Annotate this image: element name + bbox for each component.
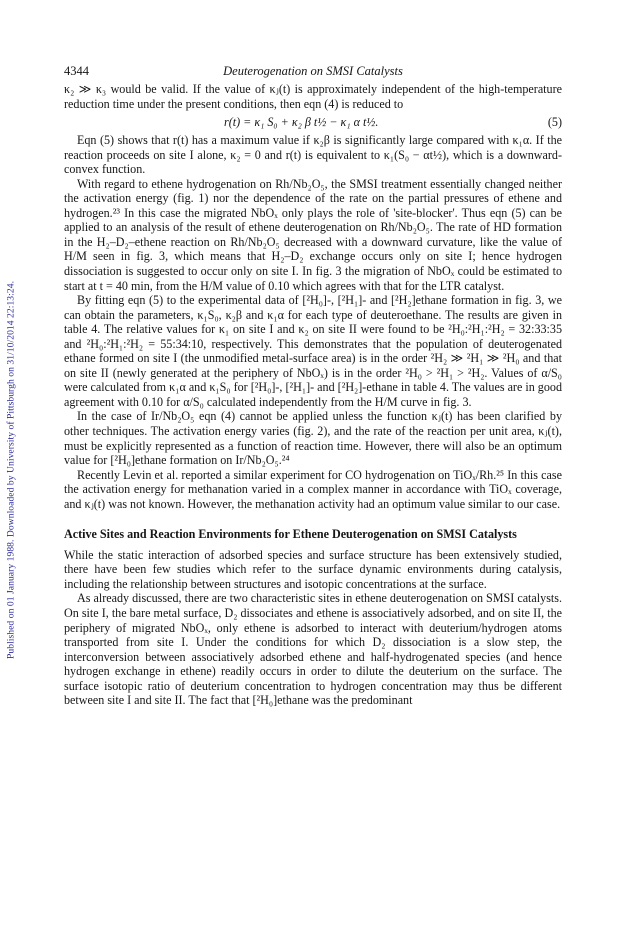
page-header [64, 64, 562, 80]
equation-number: (5) [547, 115, 562, 130]
equation-body: r(t) = κ₁ S₀ + κ₂ β t½ − κ₁ α t½. [224, 115, 379, 130]
download-notice-text[interactable]: Published on 01 January 1988. Downloaded by University of Pittsburgh on 31/10/2014 22:13:24. [5, 280, 17, 660]
page-number: 4344 [64, 64, 89, 78]
paragraph: As already discussed, there are two characteristic sites in ethene deuterogenation on SMSI catalysts. On site I, the bare metal surface, D₂ dissociates and ethene is associatively adsorbed, and on site II, the periphery of migrated NbOₓ, only ethene is adsorbed to interact with deuterium/hydrogen atoms transported from site I. Under the conditions for which D₂ dissociation is a slow step, the interconversion between associatively adsorbed ethene and half-hydrogenated species (and hence hydrogen exchange in ethene) readily occurs in order to dilute the deuterium on the surface. The surface isotopic ratio of deuterium concentration to hydrogen concentration may thus be different between site I and site II. The fact that [²H₀]ethane was the predominant [64, 591, 562, 708]
article-body [64, 82, 562, 708]
equation-5 [64, 115, 562, 130]
paragraph: By fitting eqn (5) to the experimental data of [²H₀]-, [²H₁]- and [²H₂]ethane formation in fig. 3, we can obtain the parameters, κ₁S₀, κ₂β and κ₁α for each type of deuteroethane. The results are given in table 4. The relative values for κ₁ on site I and κ₂ on site II were found to be ²H₀:²H₁:²H₂ = 32:33:35 and ²H₀:²H₁:²H₂ = 55:34:10, respectively. This demonstrates that the population of deuterogenated ethane formed on site I (the unmodified metal-surface area) is in the order ²H₂ ≫ ²H₁ ≫ ²H₀ and that on site II (newly generated at the periphery of NbOₓ) is in the order ²H₀ > ²H₁ > ²H₂. Values of α/S₀ were calculated from κ₁α and κ₁S₀ for [²H₀]-, [²H₁]- and [²H₂]-ethane in table 4. The values are in good agreement with 0.10 for α/S₀ calculated independently from the H/M curve in fig. 3. [64, 293, 562, 409]
section-heading: Active Sites and Reaction Environments for Ethene Deuterogenation on SMSI Catalysts [64, 527, 517, 542]
paragraph: Eqn (5) shows that r(t) has a maximum value if κ₂β is significantly large compared with κ₁α. If the reaction proceeds on site I alone, κ₂ = 0 and r(t) is equivalent to κ₁(S₀ − αt½), which is a downward-convex function. [64, 133, 562, 177]
paragraph: κ₂ ≫ κ₃ would be valid. If the value of κⱼ(t) is approximately independent of the high-temperature reduction time under the present conditions, then eqn (4) is reduced to [64, 82, 562, 111]
paragraph: While the static interaction of adsorbed species and surface structure has been extensively studied, there have been few studies which refer to the surface dynamic environments during catalysis, including the relationship between structures and isotopic concentrations at the surface. [64, 547, 562, 591]
paragraph: Recently Levin et al. reported a similar experiment for CO hydrogenation on TiOₓ/Rh.²⁵ In this case the activation energy for methanation varied in a complex manner in accordance with TiOₓ coverage, and κⱼ(t) was not known. However, the methanation activity had an optimum value similar to our case. [64, 467, 562, 511]
download-notice-sidebar [4, 150, 18, 790]
paragraph: With regard to ethene hydrogenation on Rh/Nb₂O₅, the SMSI treatment essentially changed neither the activation energy (fig. 1) nor the dependence of the rate on the partial pressures of ethene and hydrogen.²³ In this case the migrated NbOₓ only plays the role of 'site-blocker'. Thus eqn (5) can be applied to an analysis of the result of ethene deuterogenation on Rh/Nb₂O₅. The rate of HD formation in the H₂–D₂–ethene reaction on Rh/Nb₂O₅ decreased with a downward curvature, like the value of H/M seen in fig. 3, which means that H₂–D₂ exchange occurs only on site I; hence hydrogen dissociation is suggested to occur only on site I. In fig. 3 the migration of NbOₓ could be estimated to start at t = 40 min, from the H/M value of 0.10 which agrees with that for the LTR catalyst. [64, 176, 562, 293]
paragraph: In the case of Ir/Nb₂O₅ eqn (4) cannot be applied unless the function κⱼ(t) has been clarified by other techniques. The activation energy varies (fig. 2), and the rate of the reaction per unit area, κⱼ(t), must be explicitly represented as a function of reaction time. However, there will also be an optimum value for [²H₀]ethane formation on Ir/Nb₂O₅.²⁴ [64, 409, 562, 468]
running-title: Deuterogenation on SMSI Catalysts [223, 64, 403, 78]
